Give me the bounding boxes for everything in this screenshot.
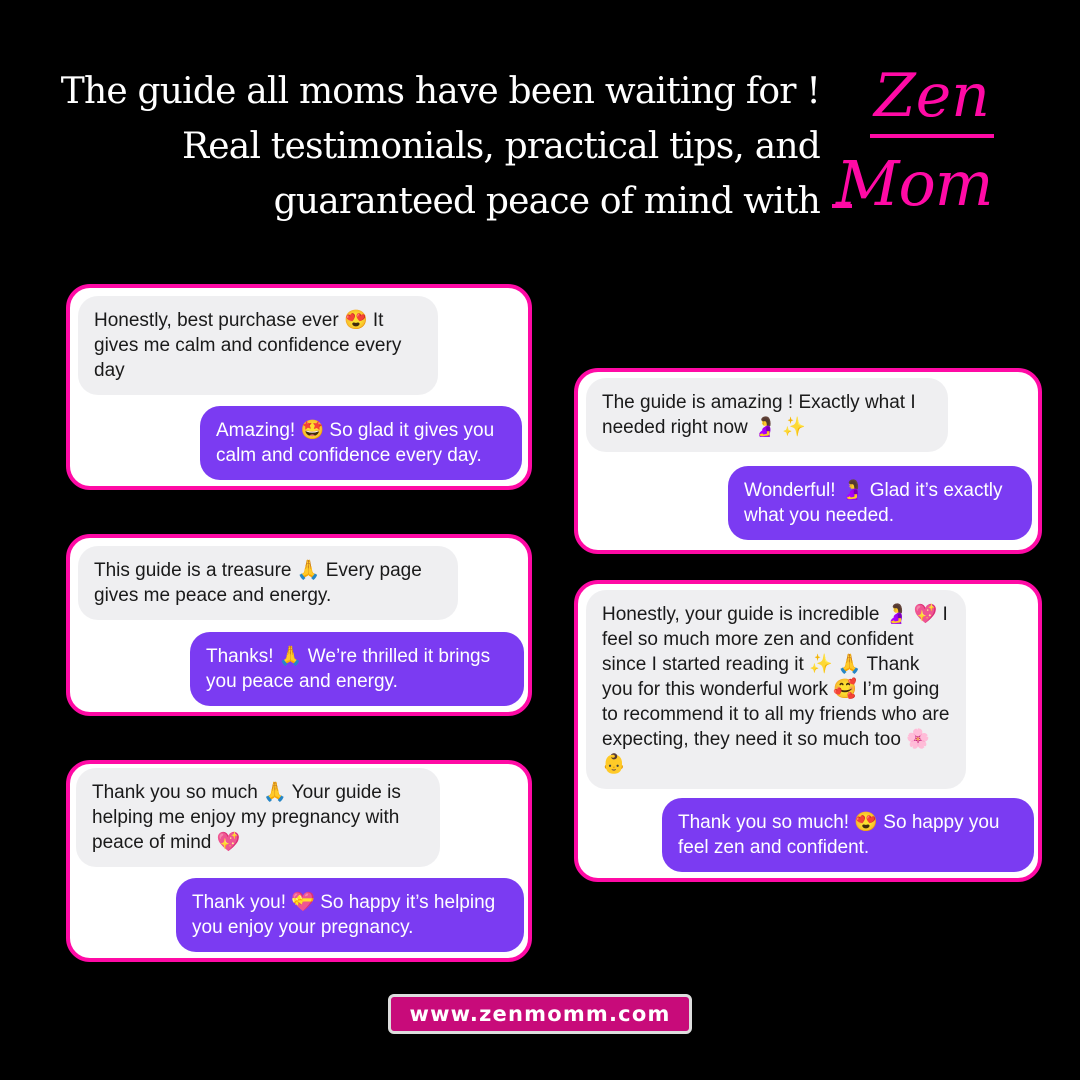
- reply-message-bubble: Thank you so much! 😍 So happy you feel zen and confident.: [662, 798, 1034, 872]
- received-message-bubble: Honestly, best purchase ever 😍 It gives me calm and confidence every day: [78, 296, 438, 395]
- received-message-bubble: Honestly, your guide is incredible 🤰 💖 I feel so much more zen and confident since I started reading it ✨ 🙏 Thank you for this wonderful work 🥰 I’m going to recommend it to all my friends who are expecting, they need it so much too 🌸 👶: [586, 590, 966, 789]
- reply-message-bubble: Amazing! 🤩 So glad it gives you calm and confidence every day.: [200, 406, 522, 480]
- received-message-bubble: The guide is amazing ! Exactly what I needed right now 🤰 ✨: [586, 378, 948, 452]
- received-message-bubble: This guide is a treasure 🙏 Every page gives me peace and energy.: [78, 546, 458, 620]
- brand-word-zen: Zen: [870, 58, 994, 138]
- brand-word-mom: Mom: [836, 147, 993, 220]
- reply-message-bubble: Thank you! 💝 So happy it’s helping you enjoy your pregnancy.: [176, 878, 524, 952]
- headline-line-3: guaranteed peace of mind with: [273, 181, 820, 222]
- headline-line-1: The guide all moms have been waiting for !: [60, 71, 820, 112]
- testimonial-card-4: [574, 368, 1042, 554]
- testimonial-card-5: [574, 580, 1042, 882]
- testimonial-card-2: [66, 534, 532, 716]
- testimonial-card-3: [66, 760, 532, 962]
- reply-message-bubble: Wonderful! 🤰 Glad it’s exactly what you needed.: [728, 466, 1032, 540]
- reply-message-bubble: Thanks! 🙏 We’re thrilled it brings you peace and energy.: [190, 632, 524, 706]
- brand-logo: [836, 58, 1026, 228]
- testimonial-card-1: [66, 284, 532, 490]
- headline: [40, 64, 820, 229]
- received-message-bubble: Thank you so much 🙏 Your guide is helping me enjoy my pregnancy with peace of mind 💖: [76, 768, 440, 867]
- headline-line-2: Real testimonials, practical tips, and: [181, 126, 820, 167]
- website-url-link[interactable]: www.zenmomm.com: [388, 994, 692, 1034]
